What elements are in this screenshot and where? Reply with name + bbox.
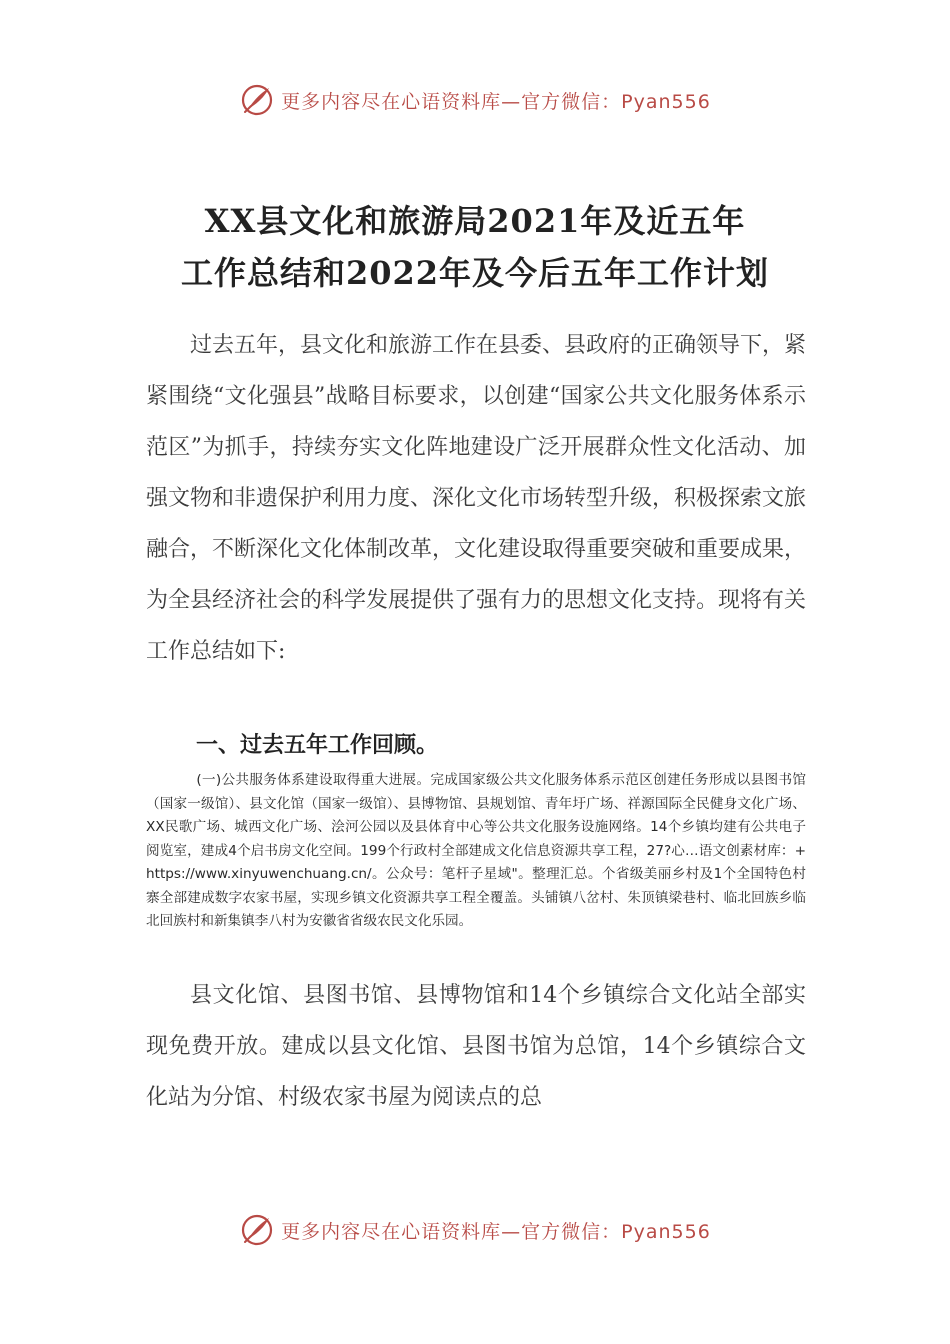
feather-pen-logo-icon	[239, 82, 275, 118]
footer-watermark-banner	[0, 1208, 950, 1252]
banner-text: 更多内容尽在心语资料库—官方微信：Pyan556	[281, 1220, 711, 1243]
section-heading: 一、过去五年工作回顾。	[196, 733, 439, 758]
feather-pen-logo-icon	[239, 1212, 275, 1248]
document-title-line-2: 工作总结和2022年及今后五年工作计划	[180, 254, 770, 292]
header-watermark-banner	[0, 78, 950, 122]
document-title-line-1: XX县文化和旅游局2021年及近五年	[204, 202, 746, 240]
intro-paragraph: 过去五年，县文化和旅游工作在县委、县政府的正确领导下，紧紧围绕“文化强县”战略目标要求，以创建“国家公共文化服务体系示范区”为抓手，持续夯实文化阵地建设广泛开展群众性文化活动、加强文物和非遗保护利用力度、深化文化市场转型升级，积极探索文旅融合，不断深化文化体制改革，文化建设取得重要突破和重要成果，为全县经济社会的科学发展提供了强有力的思想文化支持。现将有关工作总结如下:	[146, 333, 807, 664]
subsection-paragraph: (一)公共服务体系建设取得重大进展。完成国家级公共文化服务体系示范区创建任务形成以县图书馆（国家一级馆）、县文化馆（国家一级馆）、县博物馆、县规划馆、青年圩广场、祥源国际全民健身文化广场、XX民歌广场、城西文化广场、浍河公园以及县体育中心等公共文化服务设施网络。14个乡镇均建有公共电子阅览室，建成4个启书房文化空间。199个行政村全部建成文化信息资源共享工程，27?心…语文创素材库：+https://www.xinyuwenchuang.cn/。公众号：笔杆子星域"。整理汇总。个省级美丽乡村及1个全国特色村寨全部建成数字农家书屋，实现乡镇文化资源共享工程全覆盖。头铺镇八岔村、朱顶镇梁巷村、临北回族乡临北回族村和新集镇李八村为安徽省省级农民文化乐园。	[146, 772, 806, 929]
banner-text: 更多内容尽在心语资料库—官方微信：Pyan556	[281, 90, 711, 113]
body-paragraph: 县文化馆、县图书馆、县博物馆和14个乡镇综合文化站全部实现免费开放。建成以县文化馆、县图书馆为总馆，14个乡镇综合文化站为分馆、村级农家书屋为阅读点的总	[146, 983, 806, 1110]
